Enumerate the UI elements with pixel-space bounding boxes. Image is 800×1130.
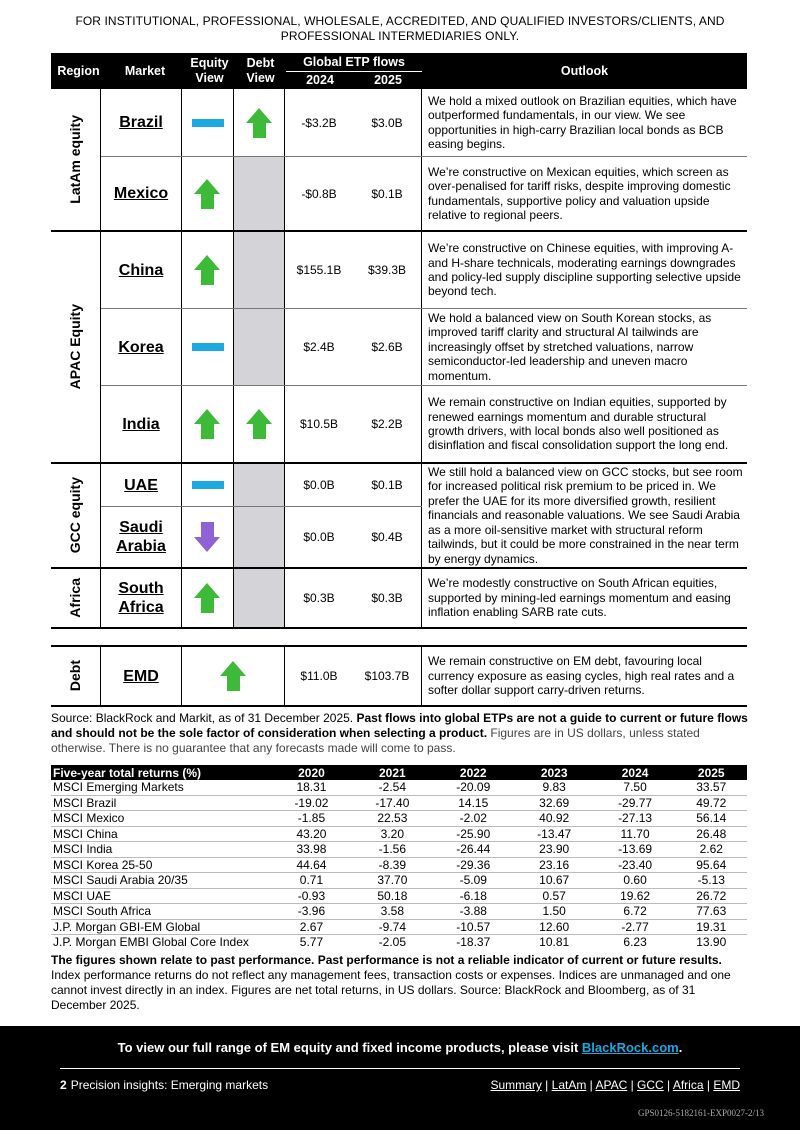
return-value: -23.40: [595, 857, 676, 873]
header-year-2024: 2024: [306, 73, 334, 87]
returns-row: [51, 873, 747, 889]
market-views-header: [51, 53, 747, 89]
page-number: 2: [60, 1078, 67, 1092]
return-value: 26.72: [676, 888, 747, 904]
region-label: LatAm equity: [67, 115, 83, 204]
region-label: Africa: [67, 578, 83, 618]
return-value: 5.77: [299, 935, 324, 950]
header-equity-view: Equity View: [190, 56, 229, 85]
index-name: MSCI Brazil: [51, 795, 271, 811]
return-value: -6.18: [433, 888, 514, 904]
return-value: -27.13: [595, 811, 676, 827]
return-value: 6.23: [623, 935, 647, 950]
up-arrow-icon: [194, 583, 221, 613]
blackrock-link[interactable]: BlackRock.com: [581, 1040, 679, 1055]
performance-note: [51, 953, 751, 1013]
return-value: -1.56: [352, 842, 433, 858]
return-value: -2.02: [433, 811, 514, 827]
return-value: -9.74: [352, 919, 433, 935]
return-value: -25.90: [433, 826, 514, 842]
nav-link-apac[interactable]: APAC: [595, 1078, 628, 1092]
region-label: GCC equity: [67, 477, 83, 554]
equity-view-cell: [182, 386, 234, 462]
index-name: MSCI Mexico: [51, 811, 271, 827]
return-value: 33.98: [271, 842, 352, 858]
source-plain: Source: BlackRock and Markit, as of 31 December 2025.: [51, 711, 357, 725]
disclaimer-line-2: PROFESSIONAL INTERMEDIARIES ONLY.: [280, 29, 520, 43]
returns-header-cell: 2025: [676, 765, 747, 780]
region-label-cell: [51, 569, 101, 627]
flow-2024: $0.0B: [303, 478, 335, 492]
header-debt-view: Debt View: [246, 56, 275, 85]
return-value: -10.57: [433, 919, 514, 935]
returns-row: [51, 826, 747, 842]
market-name: South Africa: [101, 569, 182, 627]
index-name: MSCI Korea 25-50: [51, 857, 271, 873]
index-name: J.P. Morgan GBI-EM Global: [51, 919, 271, 935]
region-group: [51, 647, 747, 707]
market-row: [101, 157, 747, 230]
return-value: 7.50: [595, 780, 676, 795]
footer: [0, 1026, 800, 1130]
flow-2025: $2.2B: [353, 386, 422, 462]
market-groups: [51, 89, 747, 629]
debt-view-cell: [234, 464, 285, 506]
equity-view-cell: [182, 157, 234, 230]
flow-2024: -$3.2B: [301, 115, 337, 130]
return-value: -0.93: [271, 888, 352, 904]
flow-2024: $2.4B: [303, 340, 335, 354]
region-group: [51, 569, 747, 629]
return-value: -17.40: [352, 795, 433, 811]
cta-label: To view our full range of EM equity and fixed income products, please visit: [117, 1040, 582, 1055]
return-value: 95.64: [676, 857, 747, 873]
returns-row: [51, 935, 747, 950]
equity-view-cell: [182, 89, 234, 156]
index-name: MSCI Emerging Markets: [51, 780, 271, 795]
neutral-bar-icon: [192, 481, 224, 489]
down-arrow-icon: [194, 522, 221, 552]
equity-view-cell: [182, 464, 234, 506]
up-arrow-icon: [246, 108, 273, 138]
return-value: -5.09: [433, 873, 514, 889]
outlook-text: We’re constructive on Mexican equities, which screen as over-penalised for tariff risks, despite improving domestic fundamentals, supportive policy and valuation upside relative to regional peers.: [428, 164, 731, 222]
return-value: 14.15: [433, 795, 514, 811]
flow-2025: $0.1B: [353, 464, 422, 506]
return-value: -18.37: [456, 935, 491, 950]
region-group: [51, 464, 747, 569]
market-row: [101, 647, 747, 705]
outlook-text: We hold a mixed outlook on Brazilian equities, which have outperformed fundamentals, in our view. We see opportunities in high-carry Brazilian local bonds as BCB easing begins.: [428, 93, 737, 151]
returns-row: [51, 842, 747, 858]
return-value: -8.39: [352, 857, 433, 873]
index-name: MSCI UAE: [51, 888, 271, 904]
nav-separator: |: [627, 1078, 638, 1092]
nav-separator: |: [703, 1078, 714, 1092]
nav-link-africa[interactable]: Africa: [672, 1078, 704, 1092]
nav-separator: |: [586, 1078, 596, 1092]
nav-link-emd[interactable]: EMD: [713, 1078, 740, 1092]
return-value: 13.90: [696, 935, 727, 950]
market-name: Mexico: [101, 157, 182, 230]
return-value: 37.70: [352, 873, 433, 889]
disclaimer-line-1: FOR INSTITUTIONAL, PROFESSIONAL, WHOLESALE, ACCREDITED, AND QUALIFIED INVESTORS/CLIENTS, AND: [75, 14, 725, 28]
equity-view-cell: [182, 507, 234, 567]
return-value: 18.31: [271, 780, 352, 795]
flow-2024: $11.0B: [300, 669, 338, 683]
flow-2025: $103.7B: [353, 647, 422, 705]
header-year-2025: 2025: [374, 73, 402, 87]
return-value: -2.54: [352, 780, 433, 795]
debt-view-cell: [234, 157, 285, 230]
returns-row: [51, 811, 747, 827]
market-row: [101, 569, 747, 627]
source-bold: Past flows into global ETPs are not a guide to current or future flows and should not be the sole factor of consideration when selecting a product.: [51, 711, 748, 740]
flow-2024: $10.5B: [299, 417, 339, 431]
flow-2025: $39.3B: [353, 232, 422, 308]
return-value: -19.02: [271, 795, 352, 811]
return-value: 10.81: [539, 935, 570, 950]
return-value: 40.92: [514, 811, 595, 827]
return-value: 10.67: [514, 873, 595, 889]
flow-2025: $2.6B: [353, 309, 422, 385]
returns-header-cell: 2024: [595, 765, 676, 780]
page-label: [60, 1078, 268, 1092]
flow-2024: $0.3B: [303, 591, 335, 605]
return-value: -13.69: [595, 842, 676, 858]
market-name: China: [101, 232, 182, 308]
market-name: Brazil: [101, 89, 182, 156]
return-value: -3.88: [433, 904, 514, 920]
returns-table: [51, 765, 747, 950]
returns-header-cell: 2020: [271, 765, 352, 780]
return-value: 32.69: [514, 795, 595, 811]
debt-view-cell: [234, 309, 285, 385]
region-label-cell: [51, 464, 101, 567]
return-value: 11.70: [595, 826, 676, 842]
market-row: [101, 309, 747, 386]
nav-separator: |: [541, 1078, 552, 1092]
returns-header-cell: 2021: [352, 765, 433, 780]
region-group: [51, 232, 747, 464]
investor-disclaimer: [0, 14, 800, 44]
return-value: 22.53: [352, 811, 433, 827]
return-value: 0.57: [514, 888, 595, 904]
returns-row: [51, 904, 747, 920]
debt-group: [51, 647, 747, 707]
table-spacer: [51, 629, 747, 647]
market-row: [101, 232, 747, 309]
return-value: 2.62: [676, 842, 747, 858]
region-label-cell: [51, 647, 101, 705]
debt-view-cell: [234, 386, 285, 462]
source-note: [51, 711, 751, 756]
region-label: APAC Equity: [67, 304, 83, 390]
return-value: -1.85: [271, 811, 352, 827]
market-name: EMD: [101, 647, 182, 705]
returns-body: [51, 780, 747, 950]
cta-end: .: [678, 1040, 683, 1055]
header-region: Region: [57, 63, 100, 78]
returns-header-cell: 2022: [433, 765, 514, 780]
returns-header-row: [51, 765, 747, 780]
footer-nav: [491, 1078, 741, 1092]
return-value: 23.16: [514, 857, 595, 873]
market-name: Saudi Arabia: [101, 507, 182, 567]
outlook-text: We hold a balanced view on South Korean stocks, as improved tariff clarity and structural AI tailwinds are increasingly offset by stretched valuations, narrow semiconductor-led leadership and uneven macro momentum.: [428, 310, 712, 383]
outlook-text: We remain constructive on Indian equities, supported by renewed earnings momentum and durable structural growth drivers, with local bonds also well positioned as disinflation and fiscal consolidation support the long end.: [428, 395, 729, 453]
flow-2025: $0.1B: [353, 157, 422, 230]
up-arrow-icon: [194, 409, 221, 439]
market-row: [101, 386, 747, 462]
nav-separator: |: [663, 1078, 673, 1092]
nav-link-latam[interactable]: LatAm: [551, 1078, 587, 1092]
nav-link-summary[interactable]: Summary: [490, 1078, 542, 1092]
return-value: -29.36: [433, 857, 514, 873]
return-value: 3.20: [352, 826, 433, 842]
return-value: 9.83: [514, 780, 595, 795]
returns-row: [51, 919, 747, 935]
debt-view-cell: [234, 89, 285, 156]
header-flows-title: Global ETP flows: [286, 53, 422, 72]
return-value: 2.67: [271, 919, 352, 935]
returns-row: [51, 795, 747, 811]
returns-row: [51, 780, 747, 795]
return-value: 6.72: [595, 904, 676, 920]
return-value: -13.47: [514, 826, 595, 842]
region-label: Debt: [67, 660, 83, 692]
flow-2025: $0.4B: [353, 507, 422, 567]
market-name: UAE: [101, 464, 182, 506]
debt-view-cell: [182, 647, 285, 705]
return-value: 77.63: [676, 904, 747, 920]
return-value: 0.71: [271, 873, 352, 889]
returns-header-cell: 2023: [514, 765, 595, 780]
up-arrow-icon: [194, 179, 221, 209]
return-value: 43.20: [271, 826, 352, 842]
equity-view-cell: [182, 309, 234, 385]
performance-bold: The figures shown relate to past performance. Past performance is not a reliable indicator of current or future results.: [51, 953, 722, 967]
returns-row: [51, 888, 747, 904]
outlook-text: We’re modestly constructive on South African equities, supported by mining-led earnings momentum and easing inflation enabling SARB rate cuts.: [428, 576, 731, 620]
index-name: MSCI Saudi Arabia 20/35: [51, 873, 271, 889]
region-label-cell: [51, 232, 101, 462]
neutral-bar-icon: [192, 343, 224, 351]
flow-2025: $3.0B: [353, 89, 422, 156]
nav-link-gcc[interactable]: GCC: [637, 1078, 664, 1092]
outlook-text: We still hold a balanced view on GCC stocks, but see room for increased political risk premium to be priced in. We prefer the UAE for its more diversified growth, resilient financials and reasonable valuations. We see Saudi Arabia as a more oil-sensitive market with structural reform tailwinds, but it could be more constrained in the near term by energy dynamics.: [428, 465, 743, 566]
debt-view-cell: [234, 232, 285, 308]
flow-2024: $0.0B: [303, 530, 335, 544]
return-value: 50.18: [352, 888, 433, 904]
region-group: [51, 89, 747, 232]
debt-view-cell: [234, 569, 285, 627]
return-value: 19.62: [595, 888, 676, 904]
cta-text: [0, 1040, 800, 1055]
return-value: 23.90: [514, 842, 595, 858]
up-arrow-icon: [194, 255, 221, 285]
return-value: 12.60: [514, 919, 595, 935]
equity-view-cell: [182, 232, 234, 308]
header-market: Market: [124, 63, 166, 78]
market-name: India: [101, 386, 182, 462]
return-value: 26.48: [676, 826, 747, 842]
return-value: 3.58: [352, 904, 433, 920]
return-value: 0.60: [595, 873, 676, 889]
neutral-bar-icon: [192, 119, 224, 127]
return-value: 1.50: [514, 904, 595, 920]
market-name: Korea: [101, 309, 182, 385]
market-row: [101, 464, 422, 507]
footer-divider: [60, 1068, 740, 1069]
up-arrow-icon: [220, 661, 247, 691]
market-views-table: [51, 53, 747, 707]
market-row: [101, 507, 422, 567]
return-value: 49.72: [676, 795, 747, 811]
returns-header-cell: Five-year total returns (%): [51, 765, 271, 780]
return-value: -3.96: [271, 904, 352, 920]
return-value: 33.57: [676, 780, 747, 795]
equity-view-cell: [182, 569, 234, 627]
return-value: -2.77: [595, 919, 676, 935]
debt-view-cell: [234, 507, 285, 567]
region-label-cell: [51, 89, 101, 230]
up-arrow-icon: [246, 409, 273, 439]
return-value: -26.44: [433, 842, 514, 858]
flow-2024: $155.1B: [296, 263, 342, 277]
page-title: Precision insights: Emerging markets: [70, 1078, 269, 1092]
outlook-text: We’re constructive on Chinese equities, with improving A- and H-share technicals, moderating earnings downgrades and policy-led supply discipline supporting selective upside beyond tech.: [428, 241, 741, 299]
return-value: 56.14: [676, 811, 747, 827]
index-name: MSCI China: [51, 826, 271, 842]
return-value: -2.05: [378, 935, 407, 950]
header-outlook: Outlook: [560, 63, 609, 78]
returns-row: [51, 857, 747, 873]
index-name: MSCI South Africa: [51, 904, 271, 920]
outlook-text: We remain constructive on EM debt, favouring local currency exposure as easing cycles, high real rates and a softer dollar support carry-driven returns.: [428, 654, 735, 698]
return-value: -5.13: [676, 873, 747, 889]
index-name: MSCI India: [51, 842, 271, 858]
source-plain-2: Figures are in US dollars, unless stated otherwise. There is no guarantee that any forecasts made will come to pass.: [51, 726, 700, 755]
document-code: GPS0126-5182161-EXP0027-2/13: [637, 1108, 764, 1118]
market-row: [101, 89, 747, 157]
flow-2024: -$0.8B: [301, 186, 337, 201]
flow-2025: $0.3B: [353, 569, 422, 627]
performance-plain: Index performance returns do not reflect any management fees, transaction costs or expenses. Indices are unmanaged and one cannot invest directly in an index. Figures are net total returns, in US dollars. Source: BlackRock and Bloomberg, as of 31 December 2025.: [51, 968, 731, 1012]
index-name: J.P. Morgan EMBI Global Core Index: [53, 935, 249, 950]
return-value: -20.09: [433, 780, 514, 795]
return-value: 44.64: [271, 857, 352, 873]
return-value: -29.77: [595, 795, 676, 811]
return-value: 19.31: [676, 919, 747, 935]
header-flows: [286, 53, 422, 89]
